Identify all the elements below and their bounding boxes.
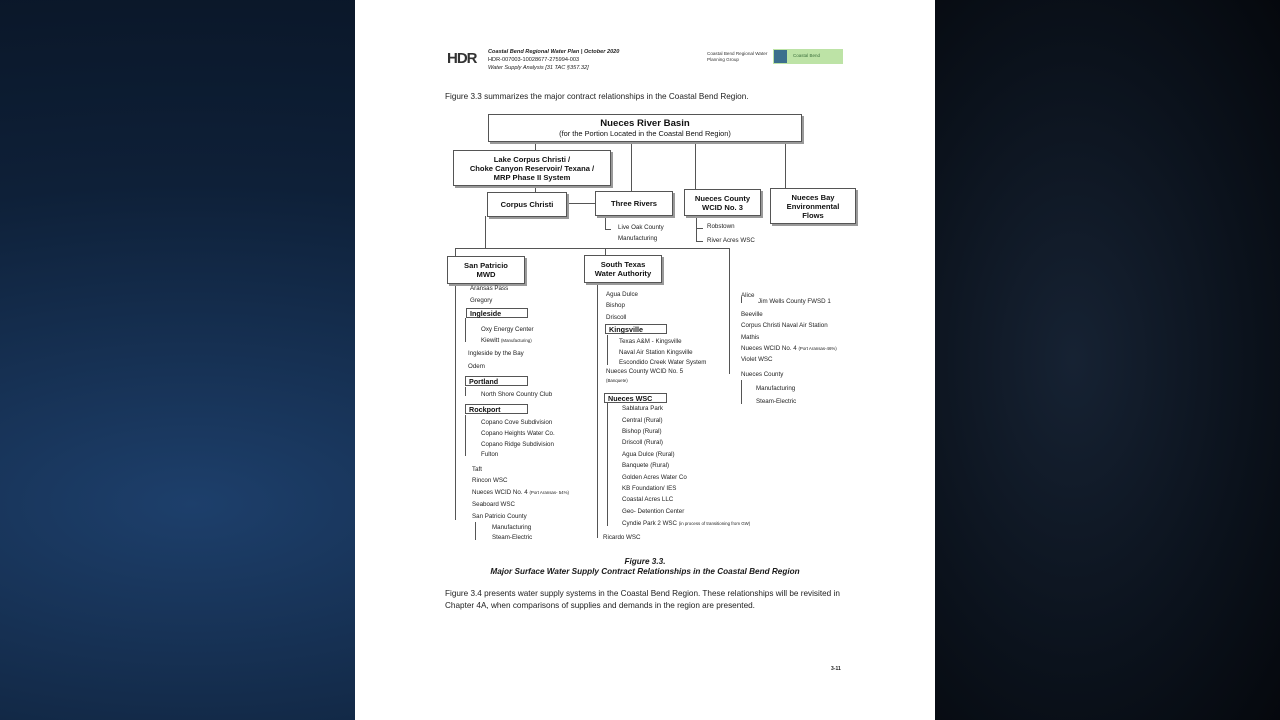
nueces-river-basin-title: Nueces River Basin — [600, 118, 690, 129]
list-item: Steam-Electric — [492, 534, 533, 541]
nueces-county-wcid3-line1: Nueces County — [694, 193, 751, 203]
list-item: Ingleside by the Bay — [468, 350, 524, 357]
list-item — [481, 337, 532, 344]
lake-corpus-christi-line3: MRP Phase II System — [493, 172, 571, 182]
list-item: Coastal Acres LLC — [622, 496, 674, 503]
san-patricio-mwd-line1: San Patricio — [464, 261, 508, 270]
list-item: Manufacturing — [618, 235, 658, 242]
lake-corpus-christi-line1: Lake Corpus Christi / — [493, 154, 571, 164]
list-item: Driscoll — [606, 314, 627, 321]
three-rivers-label: Three Rivers — [610, 199, 657, 208]
connector-line — [568, 203, 595, 204]
list-item — [472, 489, 569, 496]
list-item-note: (Port Aransas- 54%) — [529, 490, 569, 495]
connector-line — [631, 141, 632, 191]
south-texas-line2: Water Authority — [594, 269, 652, 278]
connector-line — [475, 522, 476, 540]
connector-line — [741, 380, 742, 404]
rockport-box: Rockport — [465, 404, 528, 414]
nueces-bay-line2: Environmental — [786, 201, 840, 211]
nueces-county-wcid3-line2: WCID No. 3 — [702, 202, 743, 212]
kingsville-box: Kingsville — [605, 324, 667, 334]
three-rivers-box — [595, 191, 673, 216]
page-number: 3-11 — [831, 666, 841, 672]
list-item: Manufacturing — [492, 524, 532, 531]
header-plan-title: Coastal Bend Regional Water Plan | October 2020 — [488, 49, 620, 55]
san-patricio-mwd-box — [447, 256, 525, 284]
connector-line — [729, 248, 730, 374]
list-item-label: Nueces WCID No. 4 — [741, 345, 797, 352]
connector-line — [455, 248, 730, 249]
list-item: Fulton — [481, 451, 499, 458]
portland-box: Portland — [465, 376, 528, 386]
list-item: Central (Rural) — [622, 417, 663, 424]
lake-corpus-christi-box — [453, 150, 611, 186]
south-texas-line1: South Texas — [600, 260, 646, 269]
figure-caption: Major Surface Water Supply Contract Relationships in the Coastal Bend Region — [490, 567, 800, 576]
connector-line — [607, 335, 608, 365]
list-item: North Shore Country Club — [481, 391, 553, 398]
nueces-bay-box — [770, 188, 856, 224]
list-item: Copano Ridge Subdivision — [481, 441, 554, 448]
list-item: Golden Acres Water Co — [622, 474, 687, 481]
list-item: Driscoll (Rural) — [622, 439, 663, 446]
corpus-christi-box — [487, 192, 567, 217]
connector-line — [485, 216, 486, 248]
connector-line — [597, 283, 598, 538]
nueces-bay-line3: Flows — [802, 210, 824, 220]
connector-line — [695, 141, 696, 190]
list-item — [741, 345, 837, 352]
list-item: Seaboard WSC — [472, 501, 515, 508]
nueces-river-basin-subtitle: (for the Portion Located in the Coastal Bend Region) — [559, 129, 731, 138]
nueces-county-wcid3-box — [684, 189, 761, 216]
list-item: Oxy Energy Center — [481, 326, 534, 333]
list-item-note: (in process of transitioning from GW) — [678, 521, 751, 526]
list-item-label: Cyndie Park 2 WSC — [622, 520, 678, 527]
list-item: Aransas Pass — [470, 285, 509, 292]
list-item: Rincon WSC — [472, 477, 508, 484]
list-item: San Patricio County — [472, 513, 527, 520]
list-item — [606, 377, 628, 384]
connector-line — [465, 318, 466, 342]
list-item: Geo- Detention Center — [622, 508, 685, 515]
list-item: Manufacturing — [756, 385, 796, 392]
list-item-note: (Manufacturing) — [500, 338, 532, 343]
connector-line — [696, 241, 703, 242]
list-item: Agua Dulce (Rural) — [622, 451, 675, 458]
corpus-christi-label: Corpus Christi — [500, 200, 554, 209]
connector-line — [455, 284, 456, 520]
list-item: Agua Dulce — [606, 291, 638, 298]
connector-line — [785, 141, 786, 189]
list-item: Steam-Electric — [756, 398, 797, 405]
list-item: Mathis — [741, 334, 760, 341]
list-item: Bishop (Rural) — [622, 428, 662, 435]
document-page — [355, 0, 935, 720]
list-item-label: Kiewitt — [481, 337, 500, 344]
list-item: Corpus Christi Naval Air Station — [741, 322, 828, 329]
list-item: Violet WSC — [741, 356, 773, 363]
list-item: Banquete (Rural) — [622, 462, 670, 469]
header-doc-number: HDR-007003-10028677-275994-003 — [488, 57, 580, 63]
south-texas-water-authority-box — [584, 255, 662, 283]
connector-line — [465, 415, 466, 456]
nueces-bay-line1: Nueces Bay — [791, 192, 835, 202]
intro-text: Figure 3.3 summarizes the major contract relationships in the Coastal Bend Region. — [445, 92, 749, 101]
list-item: Taft — [472, 466, 482, 473]
background-right — [935, 0, 1280, 720]
connector-line — [605, 217, 606, 229]
list-item: Sablatura Park — [622, 405, 663, 412]
list-item-note: (Port Aransas-46%) — [798, 346, 837, 351]
list-item: Bishop — [606, 302, 625, 309]
connector-line — [465, 387, 466, 396]
list-item: Copano Heights Water Co. — [481, 430, 555, 437]
list-item: Odem — [468, 363, 485, 370]
list-item: Live Oak County — [618, 224, 664, 231]
body-paragraph: Figure 3.4 presents water supply systems in the Coastal Bend Region. These relationships will be revisited in Chapter 4A, when comparisons of supplies and demands in the region are presented. — [445, 589, 840, 610]
planning-group-logo-text: Coastal Bend — [793, 53, 821, 58]
header-planning-group: Coastal Bend Regional Water Planning Group — [707, 51, 768, 62]
connector-line — [696, 228, 703, 229]
list-item — [622, 520, 750, 527]
list-item: Escondido Creek Water System — [619, 359, 707, 366]
list-item-note: (Banquete) — [606, 378, 628, 383]
connector-line — [605, 229, 611, 230]
lake-corpus-christi-line2: Choke Canyon Reservoir/ Texana / — [469, 163, 595, 173]
list-item: Copano Cove Subdivision — [481, 419, 553, 426]
ingleside-box: Ingleside — [466, 308, 528, 318]
list-item: Nueces County — [741, 371, 784, 378]
list-item: Texas A&M - Kingsville — [619, 338, 682, 345]
san-patricio-mwd-line2: MWD — [476, 270, 496, 279]
figure-number: Figure 3.3. — [624, 557, 666, 566]
list-item: Beeville — [741, 311, 763, 318]
nueces-wsc-box: Nueces WSC — [604, 393, 667, 403]
list-item: Alice — [741, 292, 755, 299]
list-item: Ricardo WSC — [603, 534, 641, 541]
list-item: KB Foundation/ IES — [622, 485, 677, 492]
list-item: Naval Air Station Kingsville — [619, 349, 693, 356]
list-item: Gregory — [470, 297, 493, 304]
nueces-river-basin-box — [488, 114, 802, 142]
connector-line — [607, 403, 608, 526]
list-item: Nueces County WCID No. 5 — [606, 368, 684, 375]
list-item-label: Nueces WCID No. 4 — [472, 489, 528, 496]
planning-group-logo-mark — [774, 50, 787, 63]
connector-line — [696, 217, 697, 242]
hdr-logo: HDR — [447, 50, 477, 67]
list-item: River Acres WSC — [707, 237, 755, 244]
planning-group-logo — [773, 49, 843, 64]
header-section: Water Supply Analysis [31 TAC §357.32] — [488, 65, 589, 71]
list-item: Jim Wells County FWSD 1 — [758, 298, 831, 305]
list-item: Robstown — [707, 223, 735, 230]
